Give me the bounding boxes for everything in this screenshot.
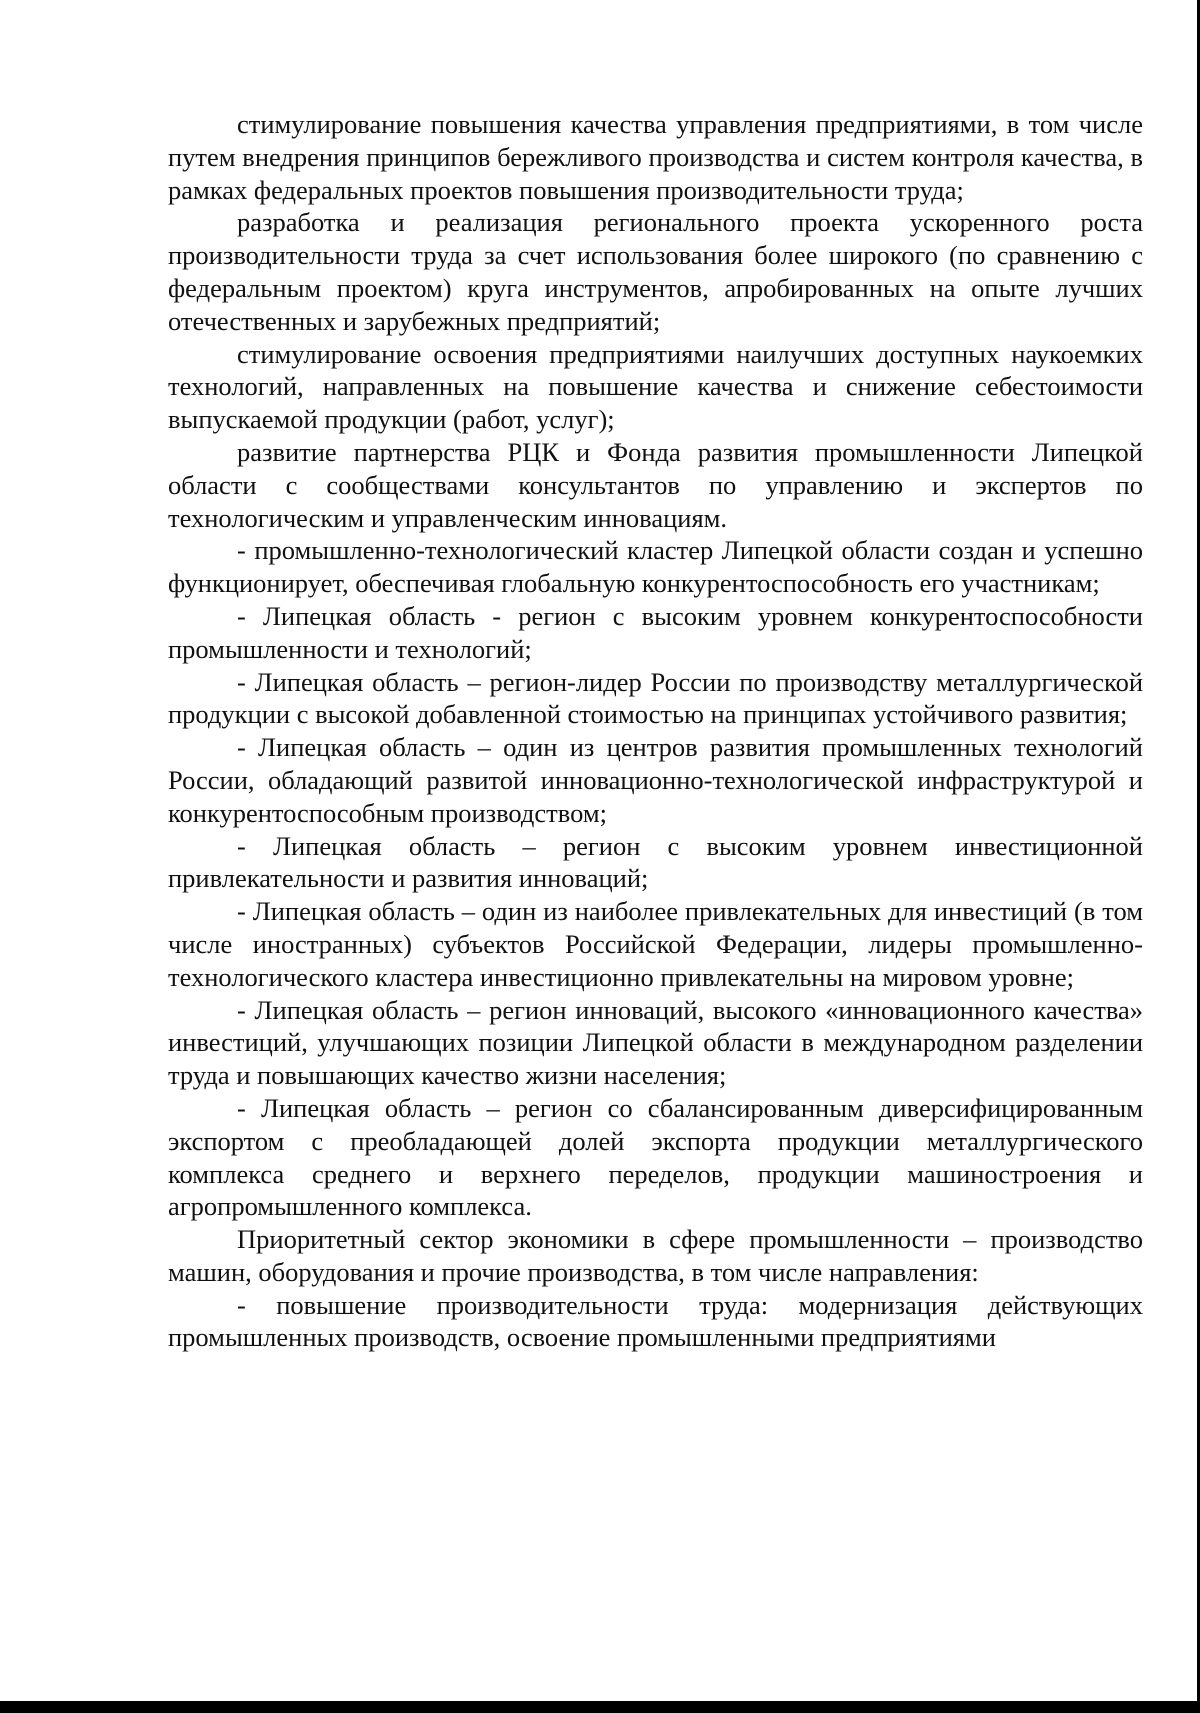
paragraph: развитие партнерства РЦК и Фонда развития промышленности Липецкой области с сообществами консультантов по управлению и экспертов по технологическим и управленческим инновациям. — [168, 436, 1143, 533]
list-item: - Липецкая область – регион со сбалансированным диверсифицированным экспортом с преобладающей долей экспорта продукции металлургического комплекса среднего и верхнего переделов, продукции машиностроения и агропромышленного комплекса. — [168, 1092, 1143, 1222]
scan-edge-bottom — [0, 1701, 1200, 1713]
list-item: - Липецкая область – один из наиболее привлекательных для инвестиций (в том числе иностранных) субъектов Российской Федерации, лидеры промышленно-технологического кластера инвестиционно привлекательны на мировом уровне; — [168, 896, 1143, 992]
document-body — [168, 108, 1143, 1354]
paragraph: разработка и реализация регионального проекта ускоренного роста производительности труда за счет использования более широкого (по сравнению с федеральным проектом) круга инструментов, апробированных на опыте лучших отечественных и зарубежных предприятий; — [168, 207, 1143, 336]
list-item: - Липецкая область – один из центров развития промышленных технологий России, обладающий развитой инновационно-технологической инфраструктурой и конкурентоспособным производством; — [168, 732, 1143, 828]
list-item: - Липецкая область – регион с высоким уровнем инвестиционной привлекательности и развития инноваций; — [168, 830, 1143, 894]
paragraph: стимулирование повышения качества управления предприятиями, в том числе путем внедрения принципов бережливого производства и систем контроля качества, в рамках федеральных проектов повышения производительности труда; — [168, 109, 1143, 205]
list-item: - Липецкая область – регион инноваций, высокого «инновационного качества» инвестиций, улучшающих позиции Липецкой области в международном разделении труда и повышающих качество жизни населения; — [168, 994, 1143, 1091]
list-item: - Липецкая область – регион-лидер России по производству металлургической продукции с высокой добавленной стоимостью на принципах устойчивого развития; — [168, 666, 1143, 730]
list-item: - Липецкая область - регион с высоким уровнем конкурентоспособности промышленности и технологий; — [168, 600, 1143, 664]
paragraph: стимулирование освоения предприятиями наилучших доступных наукоемких технологий, направленных на повышение качества и снижение себестоимости выпускаемой продукции (работ, услуг); — [168, 338, 1143, 435]
list-item: - повышение производительности труда: модернизация действующих промышленных производств, освоение промышленными предприятиями — [168, 1289, 1143, 1353]
paragraph: Приоритетный сектор экономики в сфере промышленности – производство машин, оборудования и прочие производства, в том числе направления: — [168, 1224, 1143, 1287]
list-item: - промышленно-технологический кластер Липецкой области создан и успешно функционирует, обеспечивая глобальную конкурентоспособность его участникам; — [168, 535, 1143, 599]
